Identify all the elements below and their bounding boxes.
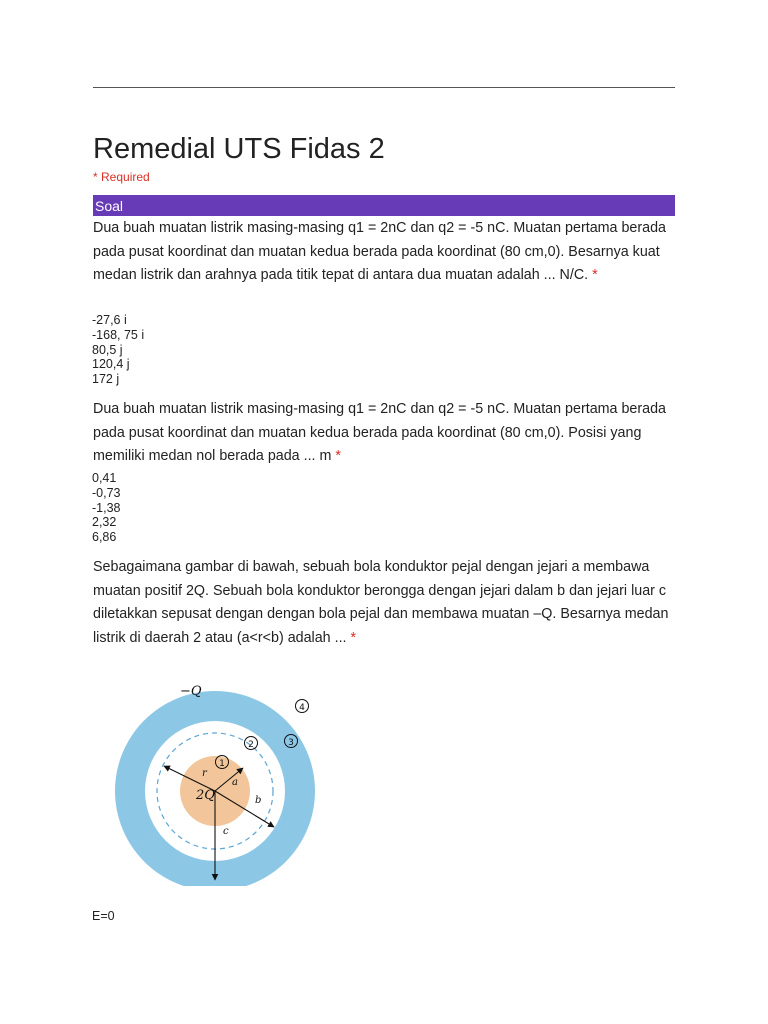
question-1-options <box>92 313 144 387</box>
option[interactable]: 0,41 <box>92 471 117 485</box>
option[interactable]: 80,5 j <box>92 342 123 357</box>
svg-text:4: 4 <box>299 703 305 713</box>
header-divider <box>93 87 675 88</box>
question-1-text: Dua buah muatan listrik masing-masing q1 = 2nC dan q2 = -5 nC. Muatan pertama berada pada pusat koordinat dan muatan kedua berada pada koordinat (80 cm,0). Besarnya kuat medan listrik dan arahnya pada titik tepat di antara dua muatan adalah ... N/C. <box>93 220 666 283</box>
answer-option[interactable]: E=0 <box>92 909 115 923</box>
inner-charge-label: 2Q <box>196 788 215 803</box>
region-4-marker <box>296 700 309 714</box>
option[interactable]: -27,6 i <box>92 313 127 327</box>
option[interactable]: -0,73 <box>92 485 121 500</box>
option[interactable]: 6,86 <box>92 530 117 545</box>
form-title: Remedial UTS Fidas 2 <box>93 133 385 165</box>
concentric-spheres-figure <box>108 666 328 886</box>
option[interactable]: 172 j <box>92 372 120 387</box>
svg-text:3: 3 <box>288 738 294 748</box>
required-note: * Required <box>93 170 150 184</box>
option[interactable]: -1,38 <box>92 500 121 515</box>
svg-text:1: 1 <box>219 759 225 769</box>
r-label: r <box>202 768 207 779</box>
a-label: a <box>232 777 238 788</box>
section-title: Soal <box>95 198 124 214</box>
b-label: b <box>255 795 262 806</box>
spheres-diagram <box>108 666 328 886</box>
required-star: * <box>335 448 341 464</box>
required-star: * <box>350 629 357 646</box>
question-2-options <box>92 471 121 545</box>
question-1 <box>93 217 683 288</box>
outer-charge-label: −Q <box>180 684 202 699</box>
option[interactable]: 2,32 <box>92 515 117 530</box>
required-star: * <box>592 267 598 283</box>
question-3-text: Sebagaimana gambar di bawah, sebuah bola konduktor pejal dengan jejari a membawa muatan positif 2Q. Sebuah bola konduktor berongga dengan jejari dalam b dan jejari luar c diletakkan sepusat dengan dengan bola pejal dan membawa muatan –Q. Besarnya medan listrik di daerah 2 atau (a<r<b) adalah ... <box>93 559 669 646</box>
option[interactable]: -168, 75 i <box>92 327 145 342</box>
question-2-text: Dua buah muatan listrik masing-masing q1 = 2nC dan q2 = -5 nC. Muatan pertama berada pada pusat koordinat dan muatan kedua berada pada koordinat (80 cm,0). Posisi yang memiliki medan nol berada pada ... m <box>93 401 666 464</box>
option[interactable]: 120,4 j <box>92 357 130 372</box>
svg-text:2: 2 <box>248 740 254 750</box>
question-3 <box>93 556 683 650</box>
question-2 <box>93 398 683 469</box>
section-header <box>93 195 675 216</box>
c-label: c <box>223 826 229 837</box>
